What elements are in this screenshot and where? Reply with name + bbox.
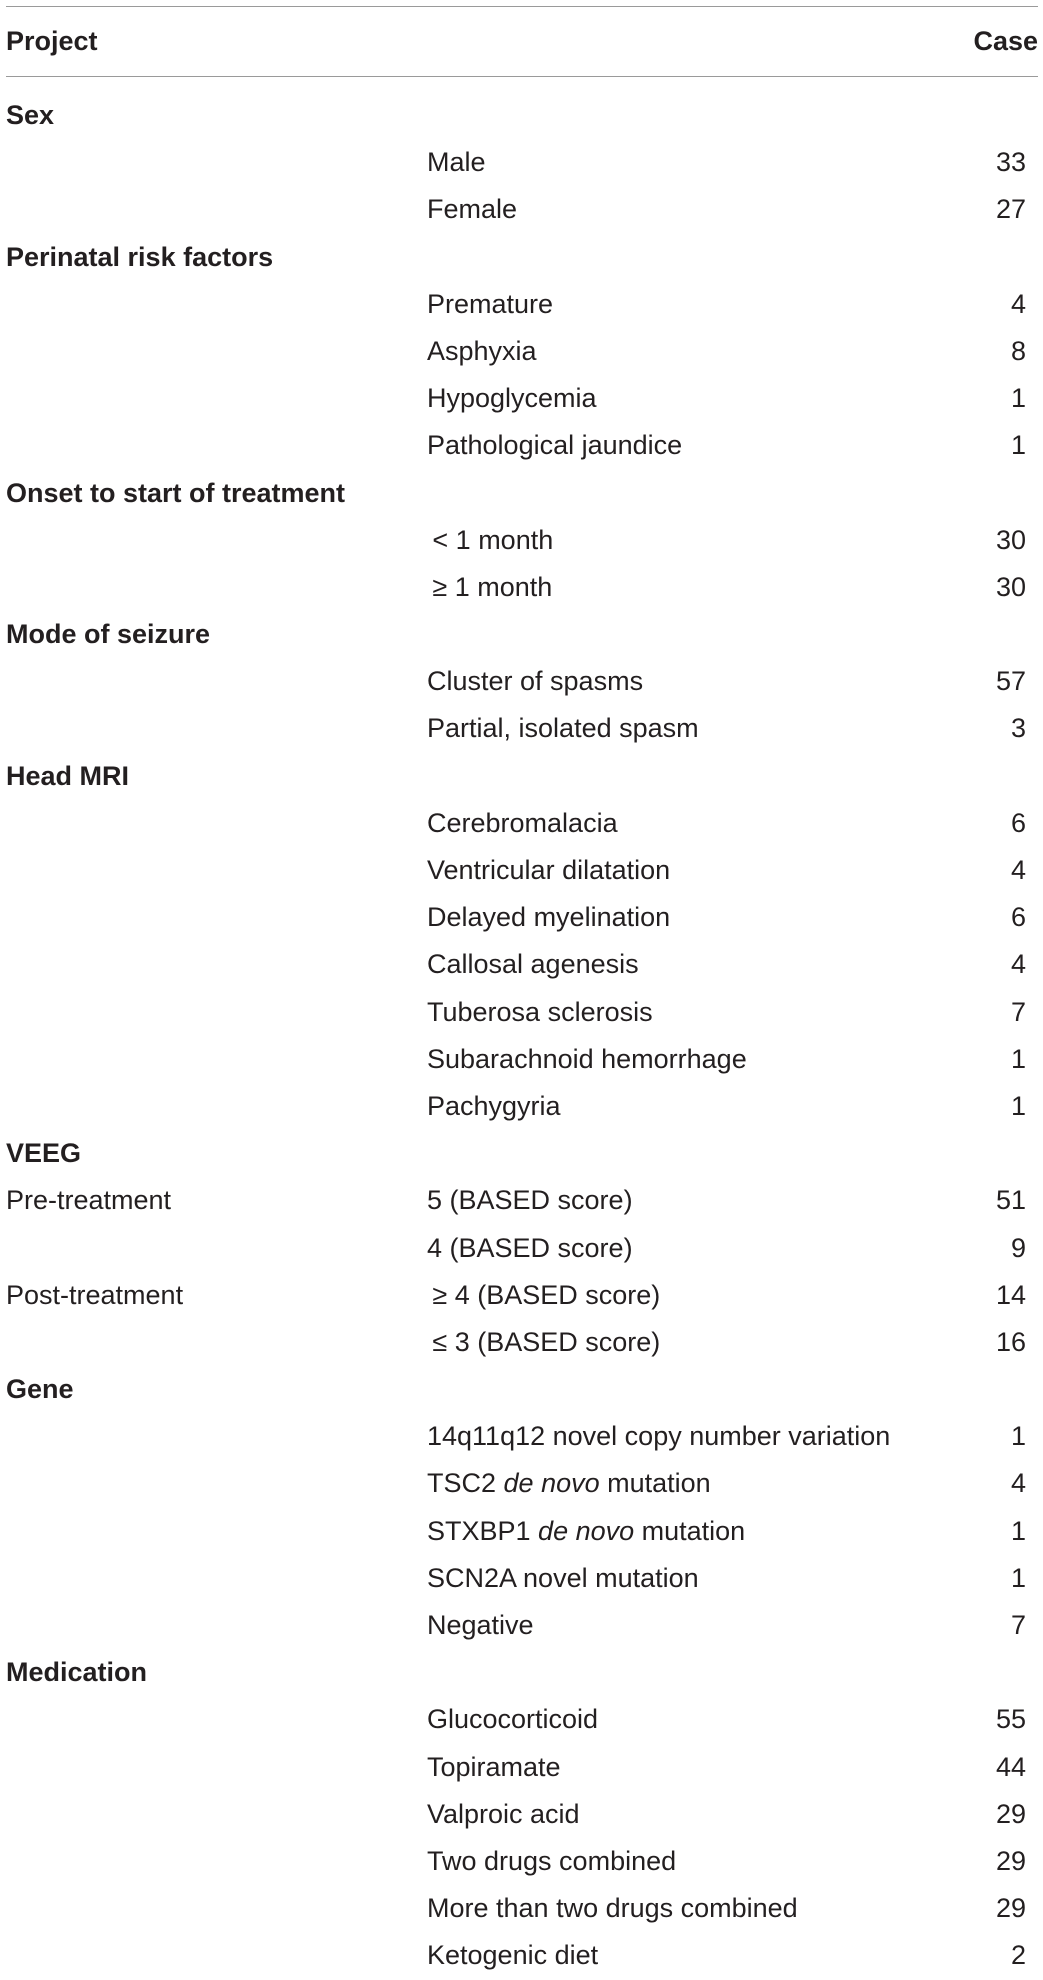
row-case: 30 bbox=[995, 571, 1026, 602]
category-row bbox=[6, 234, 1038, 281]
table-row bbox=[6, 1885, 1038, 1932]
row-case: 30 bbox=[995, 524, 1026, 555]
table-row bbox=[6, 1838, 1038, 1885]
category-row bbox=[6, 1130, 1038, 1177]
row-item bbox=[427, 1508, 745, 1555]
row-item: 14q11q12 novel copy number variation bbox=[427, 1421, 891, 1452]
row-case: 6 bbox=[1010, 807, 1026, 838]
category-label: Medication bbox=[6, 1657, 148, 1688]
row-project: Pre-treatment bbox=[6, 1185, 172, 1216]
row-case: 44 bbox=[995, 1751, 1026, 1782]
row-case: 7 bbox=[1010, 1610, 1026, 1640]
row-item-part: mutation bbox=[599, 1468, 711, 1499]
table-row bbox=[6, 375, 1038, 422]
row-case: 1 bbox=[1010, 430, 1026, 461]
category-row bbox=[6, 92, 1038, 139]
row-case: 29 bbox=[995, 1893, 1026, 1924]
row-item: Cluster of spasms bbox=[427, 666, 644, 697]
row-item: 4 (BASED score) bbox=[427, 1232, 633, 1263]
row-item: 5 (BASED score) bbox=[427, 1185, 633, 1216]
row-case: 29 bbox=[995, 1798, 1026, 1829]
table-row bbox=[6, 281, 1038, 328]
category-row bbox=[6, 470, 1038, 517]
category-label: Head MRI bbox=[6, 760, 130, 791]
category-label: Mode of seizure bbox=[6, 619, 211, 650]
table-header bbox=[6, 20, 1038, 62]
row-case: 51 bbox=[995, 1185, 1026, 1216]
row-item: Partial, isolated spasm bbox=[427, 713, 699, 744]
row-case: 9 bbox=[1010, 1232, 1026, 1263]
top-rule bbox=[6, 6, 1038, 7]
row-item-part: STXBP1 bbox=[427, 1515, 539, 1546]
row-case: 1 bbox=[1010, 1562, 1026, 1593]
table-row bbox=[6, 517, 1038, 564]
table-row bbox=[6, 1177, 1038, 1224]
table-row bbox=[6, 1413, 1038, 1460]
header-project: Project bbox=[6, 26, 98, 56]
table-row bbox=[6, 1225, 1038, 1272]
table-row bbox=[6, 1744, 1038, 1791]
category-label: Gene bbox=[6, 1374, 74, 1405]
row-case: 1 bbox=[1010, 1421, 1026, 1452]
row-case: 16 bbox=[995, 1326, 1026, 1357]
category-row bbox=[6, 611, 1038, 658]
table-row bbox=[6, 1555, 1038, 1602]
row-case: 29 bbox=[995, 1845, 1026, 1876]
table-row bbox=[6, 941, 1038, 988]
row-item: Subarachnoid hemorrhage bbox=[427, 1043, 747, 1074]
row-item-italic: de novo bbox=[538, 1515, 635, 1546]
row-item-part: mutation bbox=[634, 1515, 746, 1546]
row-case: 14 bbox=[995, 1279, 1026, 1310]
row-case: 57 bbox=[995, 666, 1026, 697]
row-item: SCN2A novel mutation bbox=[427, 1562, 699, 1593]
row-case: 1 bbox=[1010, 1043, 1026, 1074]
table-row bbox=[6, 422, 1038, 469]
table-row bbox=[6, 1460, 1038, 1507]
row-case: 7 bbox=[1010, 996, 1026, 1027]
category-row bbox=[6, 1366, 1038, 1413]
row-item: Two drugs combined bbox=[427, 1845, 677, 1876]
row-item: Callosal agenesis bbox=[427, 949, 639, 980]
table-row bbox=[6, 800, 1038, 847]
row-item: Ketogenic diet bbox=[427, 1940, 599, 1971]
table-row bbox=[6, 1932, 1038, 1979]
table-row bbox=[6, 658, 1038, 705]
row-item: Ventricular dilatation bbox=[427, 855, 671, 885]
category-row bbox=[6, 1649, 1038, 1696]
row-case: 4 bbox=[1010, 949, 1026, 980]
row-case: 8 bbox=[1010, 335, 1026, 366]
row-case: 4 bbox=[1010, 855, 1026, 885]
row-case: 3 bbox=[1010, 713, 1026, 744]
row-case: 2 bbox=[1010, 1940, 1026, 1971]
row-item: Cerebromalacia bbox=[427, 807, 618, 838]
header-case: Case bbox=[973, 26, 1038, 56]
row-item-italic: de novo bbox=[503, 1468, 600, 1499]
row-item: Topiramate bbox=[427, 1751, 561, 1782]
row-item: Valproic acid bbox=[427, 1798, 580, 1829]
row-item-part: TSC2 bbox=[427, 1468, 504, 1499]
row-case: 4 bbox=[1010, 1468, 1026, 1499]
row-case: 55 bbox=[995, 1704, 1026, 1735]
row-item: Male bbox=[427, 147, 486, 178]
table-row bbox=[6, 894, 1038, 941]
table-row bbox=[6, 186, 1038, 233]
table-row bbox=[6, 847, 1038, 894]
row-item: Delayed myelination bbox=[427, 902, 671, 933]
header-rule bbox=[6, 76, 1038, 77]
row-item: Asphyxia bbox=[427, 335, 537, 366]
row-item: Hypoglycemia bbox=[427, 383, 597, 414]
category-row bbox=[6, 753, 1038, 800]
table-row bbox=[6, 1602, 1038, 1649]
table-body bbox=[6, 92, 1038, 1980]
row-item: ≥ 1 month bbox=[427, 571, 553, 602]
category-label: Sex bbox=[6, 100, 55, 130]
table-row bbox=[6, 1272, 1038, 1319]
table-row bbox=[6, 1319, 1038, 1366]
table-row bbox=[6, 1036, 1038, 1083]
row-case: 1 bbox=[1010, 1515, 1026, 1546]
table-row bbox=[6, 989, 1038, 1036]
row-item: More than two drugs combined bbox=[427, 1893, 798, 1924]
row-item: Female bbox=[427, 194, 518, 225]
row-case: 1 bbox=[1010, 383, 1026, 414]
row-item: ≥ 4 (BASED score) bbox=[427, 1279, 661, 1310]
table-row bbox=[6, 564, 1038, 611]
table-row bbox=[6, 1791, 1038, 1838]
row-project: Post-treatment bbox=[6, 1279, 184, 1310]
category-label: VEEG bbox=[6, 1138, 82, 1169]
table-row bbox=[6, 1508, 1038, 1555]
row-item: Pathological jaundice bbox=[427, 430, 683, 461]
row-item bbox=[427, 1460, 711, 1507]
row-item: Negative bbox=[427, 1610, 534, 1640]
row-case: 1 bbox=[1010, 1090, 1026, 1121]
table-row bbox=[6, 328, 1038, 375]
row-item: Tuberosa sclerosis bbox=[427, 996, 653, 1027]
table-row bbox=[6, 1696, 1038, 1743]
table-row bbox=[6, 705, 1038, 752]
category-label: Perinatal risk factors bbox=[6, 241, 274, 272]
row-item: Glucocorticoid bbox=[427, 1704, 599, 1735]
row-case: 27 bbox=[995, 194, 1026, 225]
row-item: ≤ 3 (BASED score) bbox=[427, 1326, 661, 1357]
table-row bbox=[6, 139, 1038, 186]
row-case: 4 bbox=[1010, 288, 1026, 319]
row-item: Pachygyria bbox=[427, 1090, 561, 1121]
category-label: Onset to start of treatment bbox=[6, 477, 346, 508]
row-item: < 1 month bbox=[427, 524, 554, 555]
row-item: Premature bbox=[427, 288, 554, 319]
row-case: 6 bbox=[1010, 902, 1026, 933]
row-case: 33 bbox=[995, 147, 1026, 178]
table-row bbox=[6, 1083, 1038, 1130]
